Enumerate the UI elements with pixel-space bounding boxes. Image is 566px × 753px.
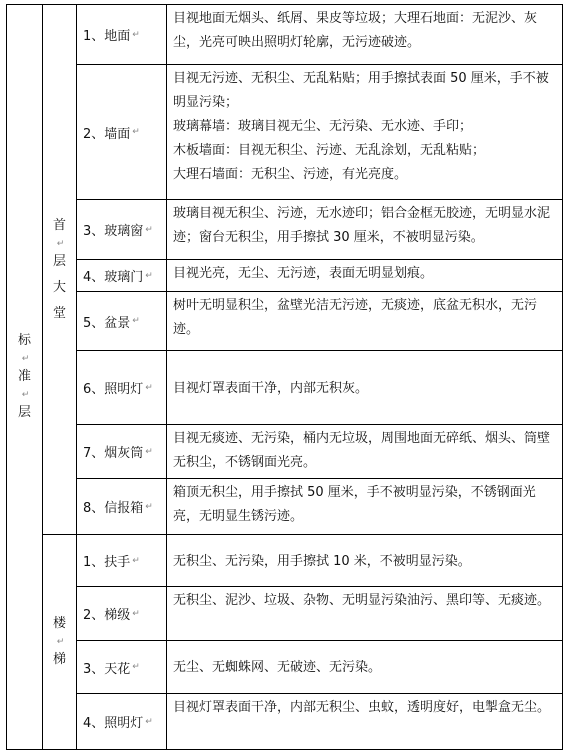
requirement-text: 无积尘、泥沙、垃圾、杂物、无明显污染油污、黑印等、无痰迹。 xyxy=(173,593,551,608)
group-label-lobby: 首 ↵ 层 大 堂 xyxy=(43,5,76,534)
requirement-text: 玻璃目视无积尘、污迹，无水迹印；铝合金框无胶迹，无明显水泥迹；窗台无积尘，用手擦拭 30 厘米，不被明显污染。 xyxy=(173,206,551,245)
requirement-text: 无积尘、无污染，用手擦拭 10 米，不被明显污染。 xyxy=(173,553,471,569)
item-label: 5、盆景 ↵ xyxy=(83,315,140,331)
category-char: 标 xyxy=(17,333,31,348)
requirement-text: 箱顶无积尘，用手擦拭 50 厘米，手不被明显污染，不锈钢面光亮，无明显生锈污迹。 xyxy=(173,485,536,524)
item-label: 1、扶手 ↵ xyxy=(83,555,140,570)
requirement-text: 目视无污迹、无积尘、无乱粘贴；用手擦拭表面 50 厘米，手不被明显污染； 玻璃幕墙：玻璃目视无尘、无污染、无水迹、手印； 木板墙面：目视无积尘、污迹、无乱涂划，无乱粘贴； 大理石墙面：无积尘、污迹，有光亮度。 xyxy=(173,71,549,182)
group-label-stairs: 楼 ↵ 梯 xyxy=(43,535,76,749)
cleaning-standards-table xyxy=(6,4,563,750)
group-char: 楼 xyxy=(52,616,66,631)
item-label: 6、照明灯 ↵ xyxy=(83,382,153,397)
requirement-text: 目视地面无烟头、纸屑、果皮等垃圾；大理石地面：无泥沙、灰尘，光亮可映出照明灯轮廓，无污迹破迹。 xyxy=(173,11,538,50)
category-label: 标 ↵ 准 ↵ 层 xyxy=(7,5,42,749)
group-char: 梯 xyxy=(52,652,66,667)
item-label: 2、梯级 ↵ xyxy=(83,608,140,623)
requirement-text: 目视灯罩表面干净，内部无积灰。 xyxy=(173,380,369,396)
category-char: 准 xyxy=(17,369,31,384)
item-label: 1、地面 ↵ xyxy=(83,29,140,44)
group-char: 首 xyxy=(52,217,66,233)
requirement-text: 树叶无明显积尘，盆壁光洁无污迹，无痰迹，底盆无积水，无污迹。 xyxy=(173,298,538,337)
item-label: 4、玻璃门 ↵ xyxy=(83,270,153,285)
item-label: 8、信报箱 ↵ xyxy=(83,501,153,516)
requirement-text: 无尘、无蜘蛛网、无破迹、无污染。 xyxy=(173,660,382,675)
group-char: 堂 xyxy=(52,305,66,321)
requirement-text: 目视灯罩表面干净，内部无积尘、虫蚊，透明度好，电掣盒无尘。 xyxy=(173,700,551,715)
category-char: 层 xyxy=(17,405,31,420)
item-label: 3、天花 ↵ xyxy=(83,661,140,677)
item-label: 7、烟灰筒 ↵ xyxy=(83,446,153,461)
item-label: 2、墙面 ↵ xyxy=(83,126,140,142)
requirement-text: 目视无痰迹、无污染，桶内无垃圾，周围地面无碎纸、烟头、筒壁无积尘，不锈钢面光亮。 xyxy=(173,431,551,470)
group-char: 大 xyxy=(52,279,66,295)
group-char: 层 xyxy=(52,253,66,269)
requirement-text: 目视光亮，无尘、无污迹，表面无明显划痕。 xyxy=(173,266,434,281)
item-label: 4、照明灯 ↵ xyxy=(83,716,153,731)
item-label: 3、玻璃窗 ↵ xyxy=(83,224,153,239)
